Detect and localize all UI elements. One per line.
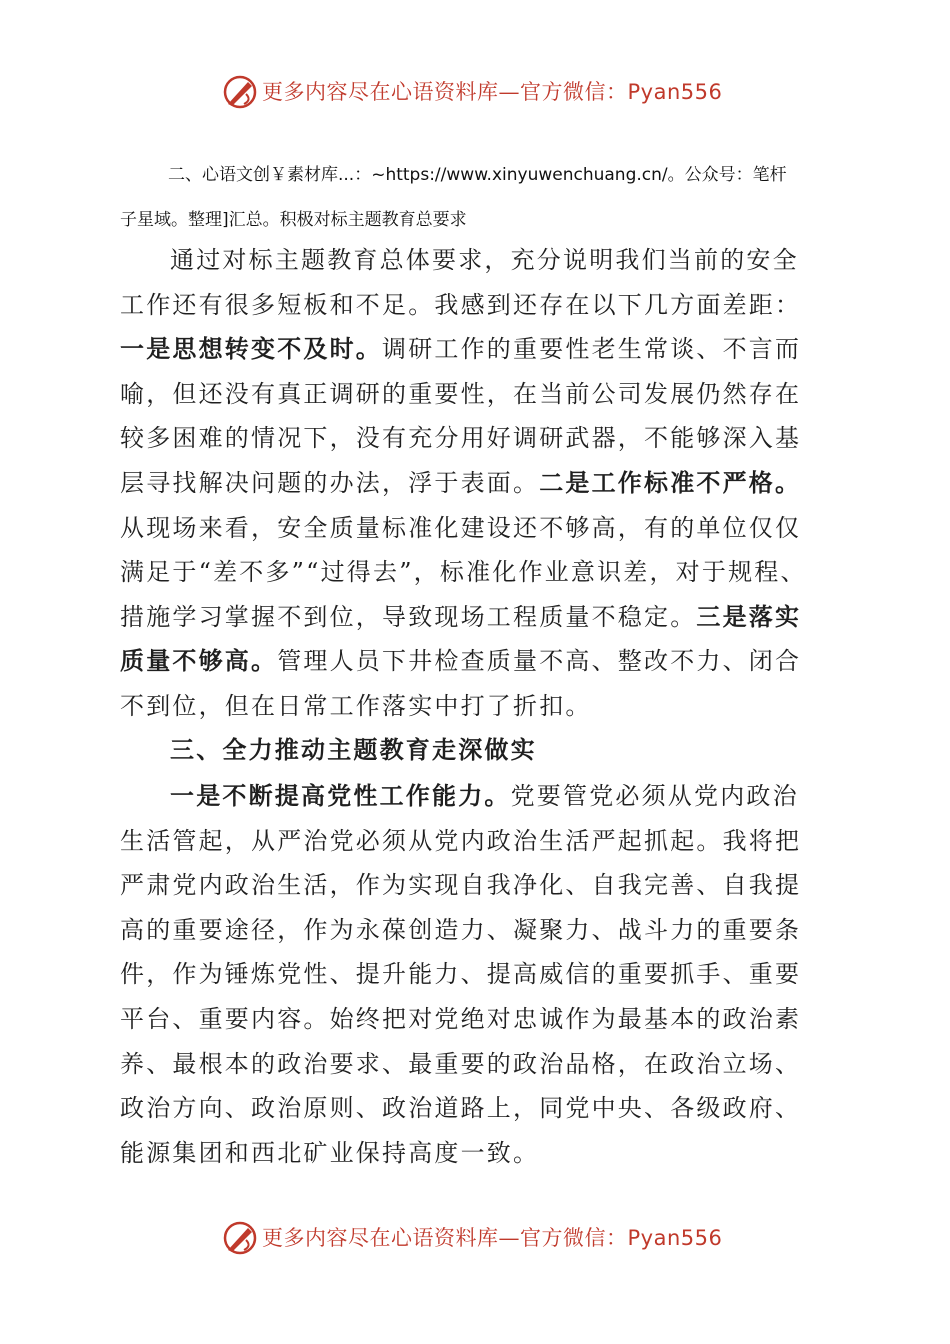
section-title: 三、全力推动主题教育走深做实 xyxy=(170,736,537,764)
pen-circle-logo-icon xyxy=(222,1220,258,1256)
header-line-2: 子星域。整理]汇总。积极对标主题教育总要求 xyxy=(120,210,467,230)
pen-circle-logo-icon xyxy=(222,74,258,110)
watermark-banner-bottom xyxy=(0,1216,950,1260)
watermark-text: 更多内容尽在心语资料库—官方微信：Pyan556 xyxy=(262,80,723,104)
watermark-banner-top xyxy=(0,70,950,114)
watermark-text: 更多内容尽在心语资料库—官方微信：Pyan556 xyxy=(262,1226,723,1250)
paragraph-gaps: 通过对标主题教育总体要求，充分说明我们当前的安全工作还有很多短板和不足。我感到还存在以下几方面差距：一是思想转变不及时。调研工作的重要性老生常谈、不言而喻，但还没有真正调研的重要性，在当前公司发展仍然存在较多困难的情况下，没有充分用好调研武器，不能够深入基层寻找解决问题的办法，浮于表面。二是工作标准不严格。从现场来看，安全质量标准化建设还不够高，有的单位仅仅满足于“差不多”“过得去”，标准化作业意识差，对于规程、措施学习掌握不到位，导致现场工程质量不稳定。三是落实质量不够高。管理人员下井检查质量不高、整改不力、闭合不到位，但在日常工作落实中打了折扣。 xyxy=(120,246,807,720)
paragraph-party-ability: 一是不断提高党性工作能力。党要管党必须从党内政治生活管起，从严治党必须从党内政治生活严起抓起。我将把严肃党内政治生活，作为实现自我净化、自我完善、自我提高的重要途径，作为永葆创造力、凝聚力、战斗力的重要条件，作为锤炼党性、提升能力、提高威信的重要抓手、重要平台、重要内容。始终把对党绝对忠诚作为最基本的政治素养、最根本的政治要求、最重要的政治品格，在政治立场、政治方向、政治原则、政治道路上，同党中央、各级政府、能源集团和西北矿业保持高度一致。 xyxy=(120,782,802,1167)
header-line-1: 二、心语文创￥素材库...：~https://www.xinyuwenchuang.cn/。公众号：笔杆 xyxy=(168,165,787,185)
